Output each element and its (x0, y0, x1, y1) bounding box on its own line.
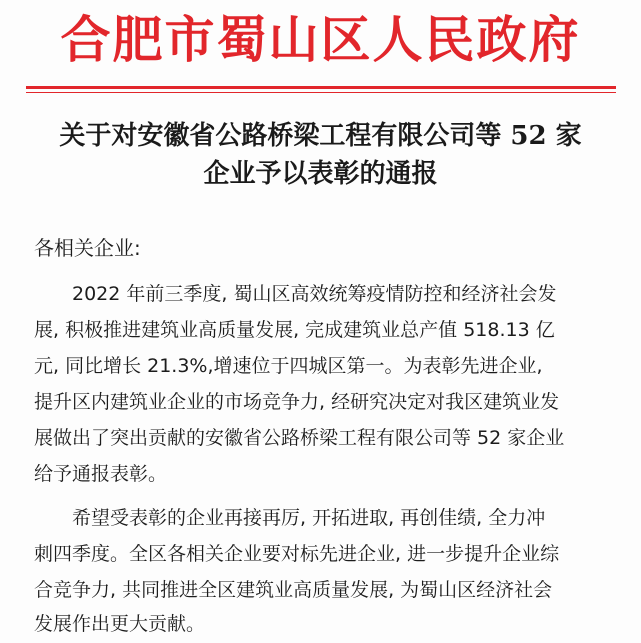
masthead-org-name: 合肥市蜀山区人民政府 (60, 10, 581, 69)
paragraph-2-line-3: 合竞争力, 共同推进全区建筑业高质量发展, 为蜀山区经济社会 (34, 579, 553, 601)
paragraph-1-line-1: 2022 年前三季度, 蜀山区高效统筹疫情防控和经济社会发 (72, 283, 557, 305)
paragraph-1-line-6: 给予通报表彰。 (34, 463, 168, 485)
masthead-red-rule-thin (26, 92, 616, 93)
paragraph-2-line-2: 刺四季度。全区各相关企业要对标先进企业, 进一步提升企业综 (34, 543, 560, 565)
paragraph-1-line-4: 提升区内建筑业企业的市场竞争力, 经研究决定对我区建筑业发 (34, 391, 560, 413)
document-title-line-1: 关于对安徽省公路桥梁工程有限公司等 52 家 (59, 121, 582, 151)
masthead-red-rule-thick (26, 86, 616, 89)
paragraph-1-line-3: 元, 同比增长 21.3%,增速位于四城区第一。为表彰先进企业, (34, 355, 543, 377)
salutation: 各相关企业: (34, 236, 141, 260)
paragraph-2-line-1: 希望受表彰的企业再接再厉, 开拓进取, 再创佳绩, 全力冲 (72, 507, 546, 529)
paragraph-1-line-5: 展做出了突出贡献的安徽省公路桥梁工程有限公司等 52 家企业 (34, 427, 565, 449)
document-title-line-2: 企业予以表彰的通报 (203, 159, 438, 189)
paragraph-2-line-4: 发展作出更大贡献。 (34, 613, 206, 635)
paragraph-1-line-2: 展, 积极推进建筑业高质量发展, 完成建筑业总产值 518.13 亿 (34, 319, 555, 341)
